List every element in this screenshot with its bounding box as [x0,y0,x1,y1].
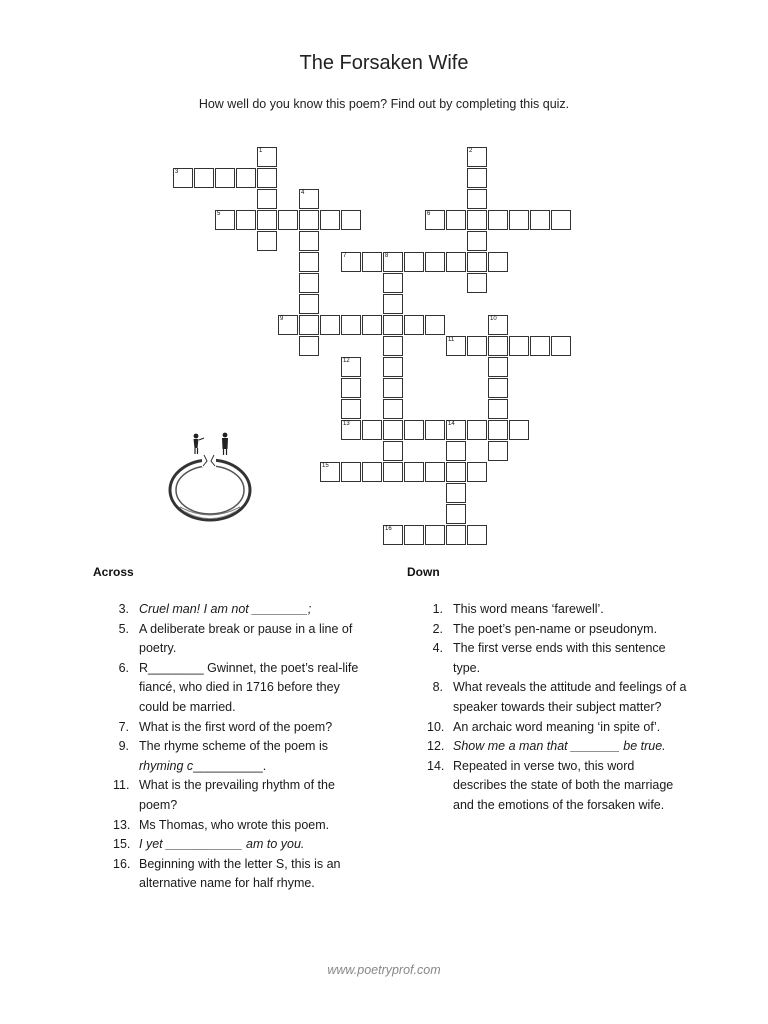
clue-text: Repeated in verse two, this word describes the state of both the marriage and the emotions of the forsaken wife. [453,758,674,812]
crossword-cell[interactable] [488,210,508,230]
page-subtitle: How well do you know this poem? Find out by completing this quiz. [198,97,570,111]
crossword-cell[interactable] [341,210,361,230]
crossword-cell[interactable] [446,420,466,440]
clue-item [113,620,365,659]
crossword-cell[interactable] [446,462,466,482]
crossword-cell[interactable] [299,294,319,314]
clue-item-number: 10 . [427,718,443,738]
clue-number: 16 [385,526,392,532]
crossword-cell[interactable] [173,168,193,188]
clue-item [113,718,365,738]
crossword-cell[interactable] [404,462,424,482]
crossword-cell[interactable] [383,462,403,482]
crossword-cell[interactable] [383,378,403,398]
clue-item [113,659,365,718]
clue-text: __________. [193,758,267,773]
crossword-cell[interactable] [509,336,529,356]
clue-number: 7 [343,253,347,259]
crossword-cell[interactable] [467,231,487,251]
crossword-cell[interactable] [215,168,235,188]
crossword-cell[interactable] [341,252,361,272]
crossword-cell[interactable] [299,252,319,272]
clue-text: This word means ‘farewell’. [453,602,604,616]
crossword-cell[interactable] [530,210,550,230]
crossword-cell[interactable] [404,420,424,440]
crossword-cell[interactable] [425,252,445,272]
crossword-cell[interactable] [299,189,319,209]
clue-item-number: 14 . [427,757,443,777]
clue-number: 14 [448,421,455,427]
clue-item-number: 1 . [427,600,443,620]
crossword-cell[interactable] [383,441,403,461]
crossword-cell[interactable] [467,462,487,482]
clue-item-number: 3 . [113,600,129,620]
crossword-cell[interactable] [341,462,361,482]
crossword-cell[interactable] [257,231,277,251]
clue-item-number: 4 . [427,639,443,659]
crossword-cell[interactable] [257,147,277,167]
clue-text: rhyming c [139,758,194,773]
crossword-cell[interactable] [299,210,319,230]
crossword-cell[interactable] [236,168,256,188]
crossword-cell[interactable] [488,399,508,419]
crossword-cell[interactable] [551,210,571,230]
clue-number: 11 [448,337,455,343]
clue-text: The rhyme scheme of the poem is [139,739,328,754]
clue-item-number: 12 . [427,737,443,757]
crossword-cell[interactable] [467,336,487,356]
crossword-cell[interactable] [383,273,403,293]
clue-item [113,816,365,836]
crossword-cell[interactable] [446,441,466,461]
crossword-cell[interactable] [488,441,508,461]
clue-number: 12 [343,358,350,364]
clue-text: Ms Thomas, who wrote this poem. [139,817,330,832]
crossword-cell[interactable] [215,210,235,230]
clue-text: Cruel man! I am not ________; [139,602,312,616]
crossword-cell[interactable] [488,420,508,440]
page-title: The Forsaken Wife [299,52,469,74]
clue-text: What reveals the attitude and feelings of a speaker towards their subject matter? [453,680,687,714]
crossword-cell[interactable] [362,315,382,335]
clue-item [113,776,365,815]
clue-text: What is the first word of the poem? [139,719,333,734]
clue-text: An archaic word meaning ‘in spite of’. [453,719,661,734]
crossword-cell[interactable] [467,420,487,440]
crossword-cell[interactable] [446,252,466,272]
crossword-cell[interactable] [404,525,424,545]
crossword-cell[interactable] [404,315,424,335]
crossword-cell[interactable] [257,210,277,230]
clue-text: R________ Gwinnet, the poet’s real-life fiancé, who died in 1716 before they could be married. [139,660,359,714]
crossword-cell[interactable] [467,168,487,188]
clue-item-number: 11 . [113,776,129,796]
clue-item [113,600,365,620]
footer-website: www.poetryprof.com [327,963,441,977]
crossword-cell[interactable] [341,399,361,419]
clue-number: 5 [217,211,221,217]
crossword-cell[interactable] [383,294,403,314]
clue-item-number: 7 . [113,718,129,738]
crossword-cell[interactable] [299,336,319,356]
crossword-cell[interactable] [404,252,424,272]
clue-number: 15 [322,463,329,469]
crossword-cell[interactable] [341,420,361,440]
crossword-cell[interactable] [467,273,487,293]
across-heading: Across [93,565,134,579]
clue-text: The poet’s pen-name or pseudonym. [453,621,658,636]
clue-item-number: 9 . [113,737,129,757]
clue-item [113,737,365,776]
broken-wedding-ring-icon [160,425,260,525]
crossword-cell[interactable] [551,336,571,356]
crossword-cell[interactable] [236,210,256,230]
clue-item [427,757,689,816]
crossword-cell[interactable] [425,210,445,230]
clue-number: 9 [280,316,284,322]
crossword-cell[interactable] [341,378,361,398]
crossword-cell[interactable] [341,315,361,335]
crossword-cell[interactable] [278,210,298,230]
crossword-cell[interactable] [299,315,319,335]
clue-item [427,639,689,678]
crossword-cell[interactable] [320,462,340,482]
crossword-cell[interactable] [530,336,550,356]
crossword-cell[interactable] [446,336,466,356]
clue-number: 8 [385,253,389,259]
crossword-cell[interactable] [257,189,277,209]
clue-text: Show me a man that _______ be true. [453,739,666,754]
clue-item [427,718,689,738]
crossword-cell[interactable] [467,189,487,209]
crossword-cell[interactable] [509,210,529,230]
crossword-cell[interactable] [383,399,403,419]
down-heading: Down [407,565,440,579]
crossword-cell[interactable] [194,168,214,188]
clue-item-number: 6 . [113,659,129,679]
crossword-cell[interactable] [257,168,277,188]
clue-number: 3 [175,169,179,175]
crossword-cell[interactable] [341,357,361,377]
crossword-cell[interactable] [488,252,508,272]
crossword-cell[interactable] [488,336,508,356]
clue-item [427,737,689,757]
crossword-cell[interactable] [320,315,340,335]
crossword-cell[interactable] [446,525,466,545]
crossword-cell[interactable] [383,315,403,335]
crossword-cell[interactable] [362,462,382,482]
clue-number: 13 [343,421,350,427]
clue-text: Beginning with the letter S, this is an alternative name for half rhyme. [139,856,341,891]
clue-item-number: 5 . [113,620,129,640]
crossword-cell[interactable] [383,525,403,545]
crossword-cell[interactable] [362,420,382,440]
clue-item [427,620,689,640]
clue-item [113,855,365,894]
clue-item-number: 8 . [427,678,443,698]
clue-text: I yet ___________ am to you. [139,837,305,852]
crossword-cell[interactable] [467,210,487,230]
clue-number: 2 [469,148,473,154]
crossword-cell[interactable] [467,252,487,272]
across-clue-list [113,600,365,894]
clue-item-number: 16 . [113,855,129,875]
crossword-cell[interactable] [467,525,487,545]
clue-item-number: 15 . [113,835,129,855]
clue-item [427,678,689,717]
crossword-cell[interactable] [488,357,508,377]
crossword-cell[interactable] [299,231,319,251]
clue-item-number: 2 . [427,620,443,640]
crossword-cell[interactable] [488,378,508,398]
crossword-cell[interactable] [425,420,445,440]
crossword-cell[interactable] [425,315,445,335]
crossword-cell[interactable] [425,525,445,545]
clue-number: 10 [490,316,497,322]
clue-text: A deliberate break or pause in a line of poetry. [139,621,353,656]
crossword-cell[interactable] [467,147,487,167]
crossword-cell[interactable] [446,504,466,524]
crossword-cell[interactable] [320,210,340,230]
crossword-cell[interactable] [362,252,382,272]
clue-text: The first verse ends with this sentence type. [453,641,666,675]
clue-item-number: 13 . [113,816,129,836]
clue-number: 1 [259,148,263,154]
down-clue-list [427,600,689,816]
clue-item [113,835,365,855]
clue-item [427,600,689,620]
crossword-cell[interactable] [383,420,403,440]
clue-number: 4 [301,190,305,196]
crossword-cell[interactable] [446,483,466,503]
clue-number: 6 [427,211,431,217]
crossword-cell[interactable] [299,273,319,293]
clue-text: What is the prevailing rhythm of the poem? [139,778,335,812]
crossword-cell[interactable] [383,357,403,377]
crossword-cell[interactable] [488,315,508,335]
crossword-cell[interactable] [509,420,529,440]
crossword-cell[interactable] [278,315,298,335]
crossword-cell[interactable] [383,252,403,272]
crossword-cell[interactable] [446,210,466,230]
crossword-cell[interactable] [383,336,403,356]
crossword-cell[interactable] [425,462,445,482]
